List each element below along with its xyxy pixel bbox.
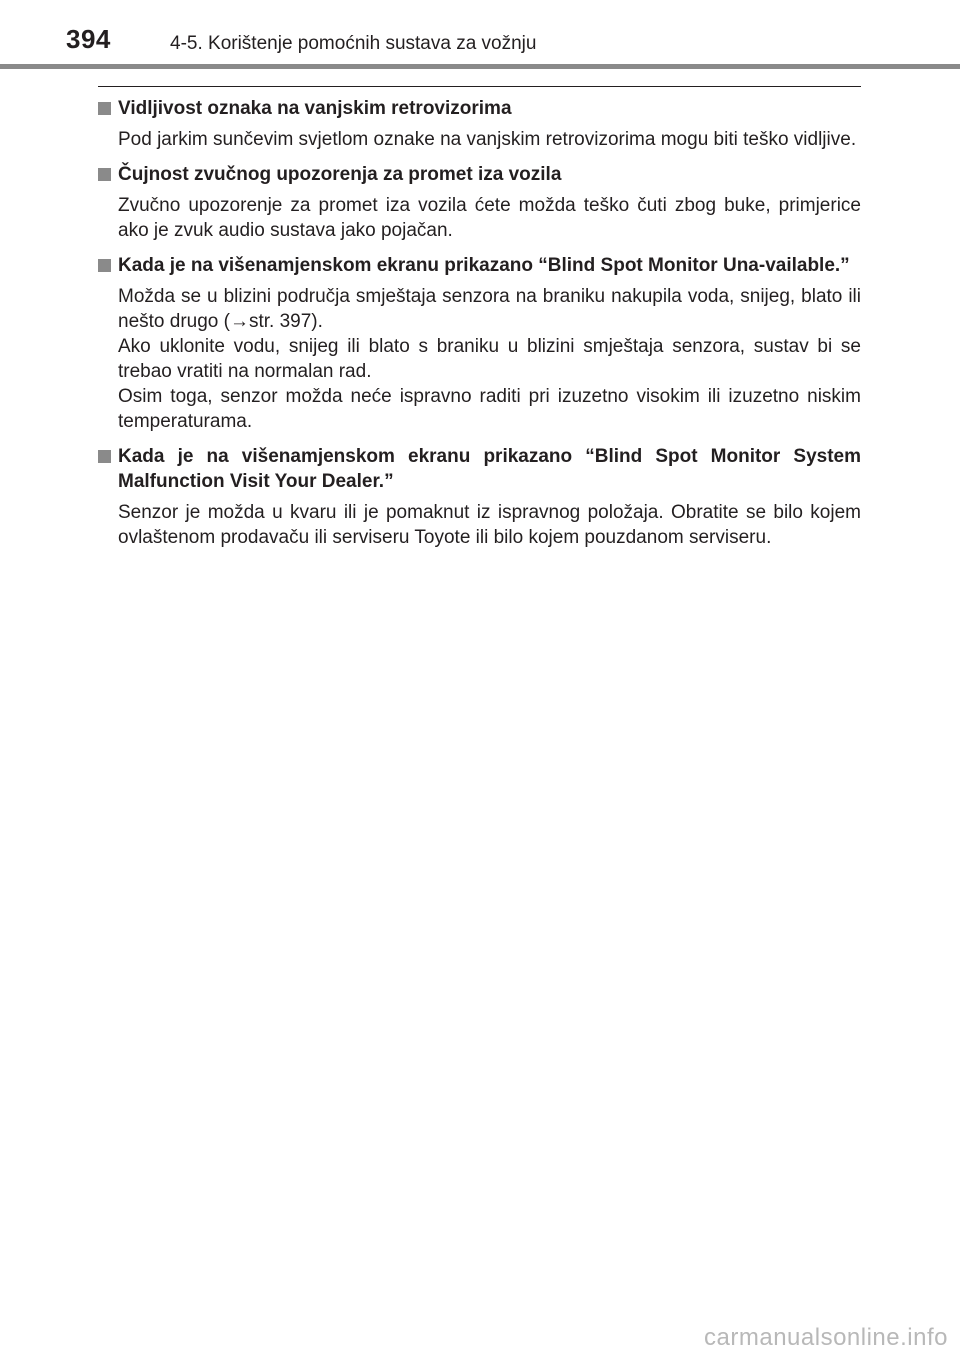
item-paragraph: Osim toga, senzor možda neće ispravno raditi pri izuzetno visokim ili izuzetno niskim temperaturama. (118, 386, 861, 432)
item-monitor-unavailable (98, 253, 861, 434)
item-heading (98, 253, 861, 278)
content (98, 96, 861, 560)
square-icon (98, 450, 111, 463)
watermark: carmanualsonline.info (704, 1324, 948, 1351)
header-rule (0, 64, 960, 69)
item-body (98, 193, 861, 243)
item-paragraph: Pod jarkim sunčevim svjetlom oznake na vanjskim retrovizorima mogu biti teško vidljive. (118, 129, 857, 150)
item-paragraph: Možda se u blizini područja smještaja senzora na braniku nakupila voda, snijeg, blato ili nešto drugo (→str. 397). (118, 286, 861, 332)
item-body (98, 127, 861, 152)
item-heading-text: Vidljivost oznaka na vanjskim retrovizorima (118, 98, 512, 119)
item-paragraph: Senzor je možda u kvaru ili je pomaknut iz ispravnog položaja. Obratite se bilo kojem ovlaštenom prodavaču ili serviseru Toyote ili bilo kojem pouzdanom serviseru. (118, 502, 861, 548)
item-heading (98, 96, 861, 121)
item-mirror-visibility (98, 96, 861, 152)
square-icon (98, 102, 111, 115)
page-number: 394 (66, 24, 111, 54)
item-system-malfunction (98, 444, 861, 550)
item-audible-warning (98, 162, 861, 243)
item-heading-text: Čujnost zvučnog upozorenja za promet iza vozila (118, 164, 562, 185)
square-icon (98, 259, 111, 272)
item-body (98, 284, 861, 434)
section-rule (98, 86, 861, 87)
item-heading-text: Kada je na višenamjenskom ekranu prikazano “Blind Spot Monitor System Malfunction Visit Your Dealer.” (118, 446, 861, 492)
item-heading-text: Kada je na višenamjenskom ekranu prikazano “Blind Spot Monitor Una-vailable.” (118, 255, 850, 276)
item-heading (98, 162, 861, 187)
item-body (98, 500, 861, 550)
item-paragraph: Ako uklonite vodu, snijeg ili blato s braniku u blizini smještaja senzora, sustav bi se trebao vratiti na normalan rad. (118, 336, 861, 382)
item-heading (98, 444, 861, 494)
item-paragraph: Zvučno upozorenje za promet iza vozila ćete možda teško čuti zbog buke, primjerice ako je zvuk audio sustava jako pojačan. (118, 195, 861, 241)
chapter-title: 4-5. Korištenje pomoćnih sustava za vožnju (170, 33, 537, 54)
square-icon (98, 168, 111, 181)
